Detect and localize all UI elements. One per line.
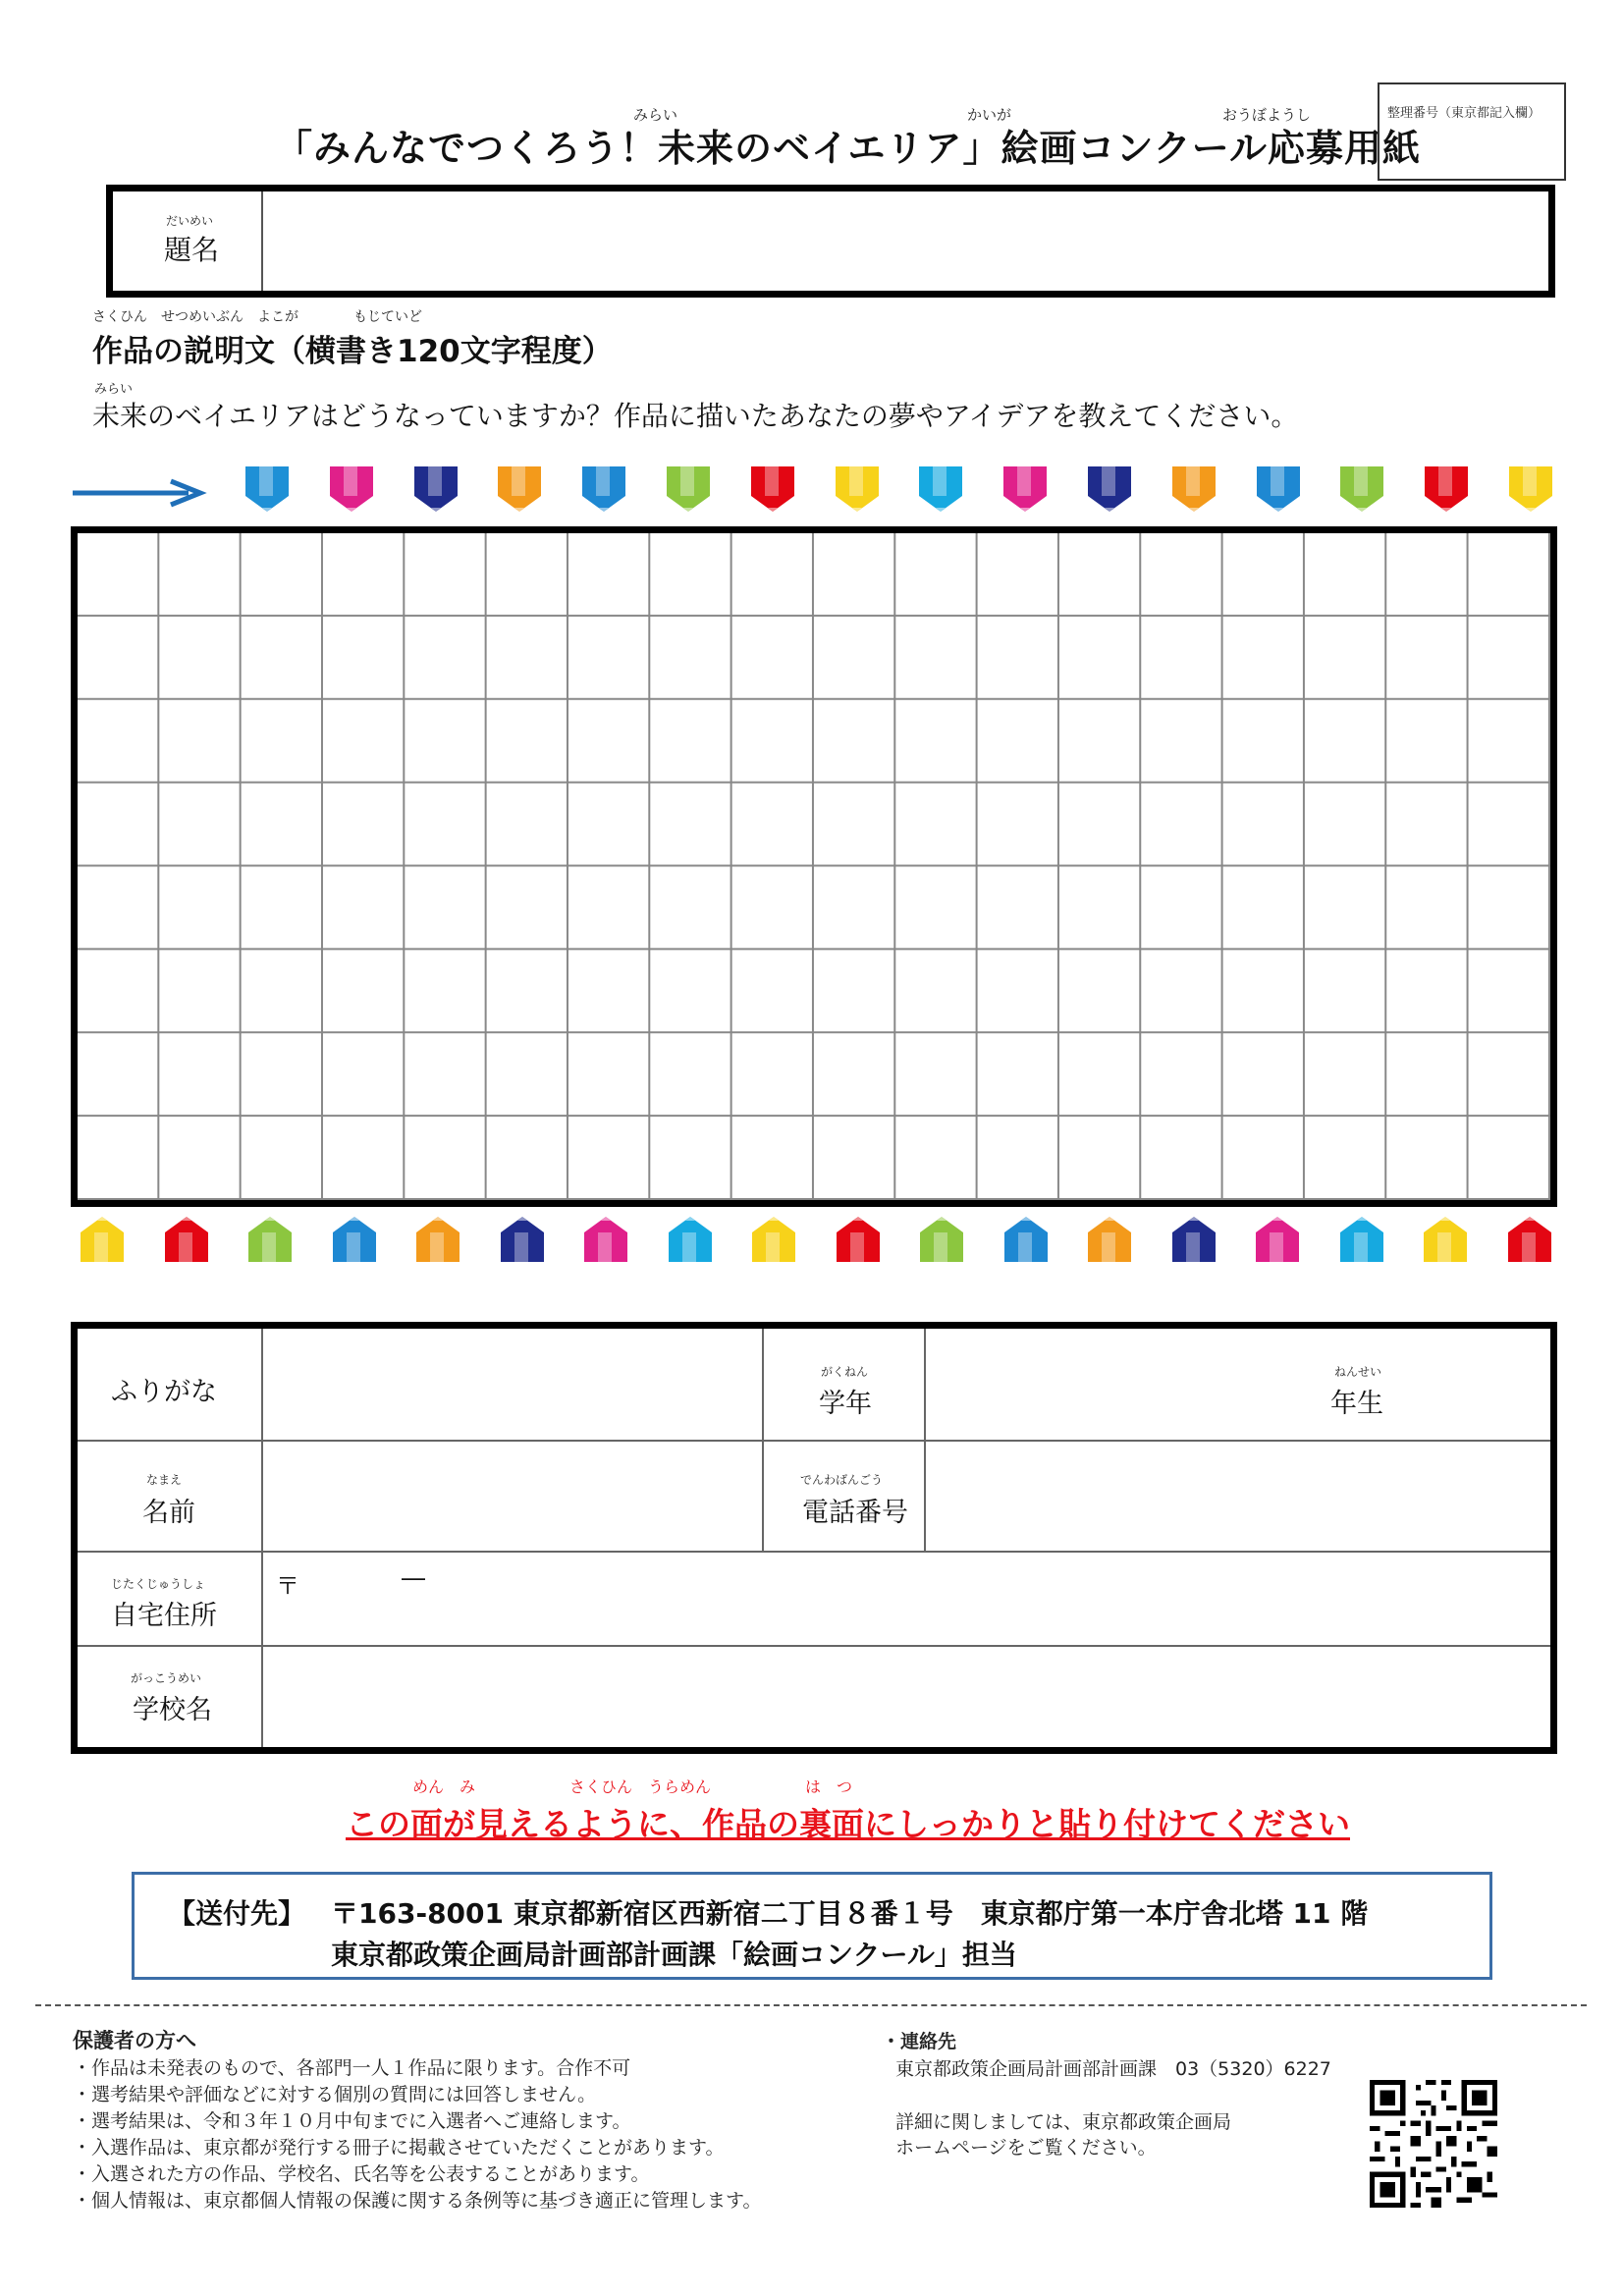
description-ruby: さくひん せつめいぶん よこが もじていど	[92, 309, 422, 325]
colored-pencil-icon	[243, 465, 291, 518]
postal-dash: ―	[402, 1564, 425, 1592]
colored-pencil-icon	[750, 1215, 797, 1268]
guardian-note: ・入選された方の作品、学校名、氏名等を公表することがあります。	[73, 2163, 650, 2185]
colored-pencil-icon	[667, 1215, 714, 1268]
guardian-note: ・選考結果や評価などに対する個別の質問には回答しません。	[73, 2084, 597, 2105]
send-to-address: 〒163-8001 東京都新宿区西新宿二丁目８番１号 東京都庁第一本庁舎北塔 11 階	[331, 1897, 1369, 1930]
address-label: 自宅住所	[111, 1601, 217, 1631]
manuscript-grid[interactable]	[71, 526, 1557, 1207]
page-title: 「みんなでつくろう！未来のベイエリア」絵画コンクール応募用紙	[275, 127, 1421, 170]
phone-label: 電話番号	[802, 1498, 908, 1528]
postal-mark: 〒	[276, 1572, 299, 1600]
grade-suffix-ruby: ねんせい	[1334, 1365, 1382, 1379]
name-ruby: なまえ	[146, 1473, 183, 1487]
colored-pencil-icon	[1422, 1215, 1469, 1268]
colored-pencil-icon	[331, 1215, 378, 1268]
colored-pencil-icon	[496, 465, 543, 518]
address-ruby: じたくじゅうしょ	[111, 1577, 206, 1591]
colored-pencil-icon	[1507, 465, 1554, 518]
table-divider	[78, 1645, 1550, 1647]
colored-pencil-icon	[1086, 1215, 1133, 1268]
description-heading: 作品の説明文（横書き120文字程度）	[92, 334, 613, 369]
colored-pencil-icon	[834, 465, 881, 518]
furigana-label: ふりがな	[111, 1377, 217, 1407]
colored-pencil-icon	[917, 465, 964, 518]
applicant-info-table	[71, 1322, 1557, 1754]
colored-pencil-icon	[580, 465, 627, 518]
ruby-oubo: おうぼようし	[1222, 106, 1312, 124]
table-divider	[78, 1551, 1550, 1553]
colored-pencil-icon	[918, 1215, 965, 1268]
name-label: 名前	[142, 1498, 195, 1528]
ruby-kaiga: かいが	[967, 106, 1012, 124]
colored-pencil-icon	[1338, 1215, 1385, 1268]
title-divider	[261, 191, 263, 291]
guardian-note: ・作品は未発表のもので、各部門一人１作品に限ります。合作不可	[73, 2057, 631, 2079]
ruby-mirai: みらい	[633, 106, 678, 124]
title-label: 題名	[164, 234, 220, 266]
contact-line: 東京都政策企画局計画部計画課 03（5320）6227	[895, 2058, 1331, 2080]
colored-pencil-icon	[1506, 1215, 1553, 1268]
table-divider	[78, 1440, 1550, 1442]
grade-label: 学年	[819, 1389, 872, 1419]
colored-pencil-icon	[1254, 1215, 1301, 1268]
colored-pencil-icon	[835, 1215, 882, 1268]
guardian-heading: 保護者の方へ	[73, 2029, 196, 2052]
colored-pencil-icon	[1423, 465, 1470, 518]
phone-ruby: でんわばんごう	[800, 1473, 884, 1487]
colored-pencil-icon	[1170, 1215, 1217, 1268]
arrow-right-icon	[71, 478, 208, 508]
colored-pencil-icon	[582, 1215, 629, 1268]
guardian-note: ・選考結果は、令和３年１０月中旬までに入選者へご連絡します。	[73, 2110, 631, 2132]
contact-heading: ・連絡先	[882, 2031, 957, 2052]
colored-pencil-icon	[246, 1215, 294, 1268]
colored-pencil-icon	[1086, 465, 1133, 518]
school-label: 学校名	[133, 1695, 212, 1725]
school-ruby: がっこうめい	[131, 1671, 202, 1685]
attach-warning: この面が見えるように、作品の裏面にしっかりと貼り付けてください	[346, 1805, 1350, 1843]
cut-line	[35, 2004, 1587, 2006]
colored-pencil-icon	[749, 465, 796, 518]
guardian-note: ・個人情報は、東京都個人情報の保護に関する条例等に基づき適正に管理します。	[73, 2190, 762, 2212]
grade-ruby: がくねん	[821, 1365, 869, 1379]
contact-line: ホームページをご覧ください。	[895, 2137, 1157, 2159]
send-to-label: 【送付先】	[168, 1897, 306, 1930]
title-ruby: だいめい	[166, 214, 214, 228]
colored-pencil-icon	[665, 465, 712, 518]
prompt-ruby: みらい	[94, 382, 134, 397]
grade-suffix: 年生	[1330, 1389, 1383, 1419]
colored-pencil-icon	[1170, 465, 1217, 518]
colored-pencil-icon	[1255, 465, 1302, 518]
colored-pencil-icon	[1002, 1215, 1050, 1268]
contact-line: 詳細に関しましては、東京都政策企画局	[895, 2111, 1232, 2133]
send-to-dept: 東京都政策企画局計画部計画課「絵画コンクール」担当	[331, 1939, 1017, 1971]
description-prompt: 未来のベイエリアはどうなっていますか？作品に描いたあなたの夢やアイデアを教えてください。	[92, 400, 1299, 432]
table-divider	[261, 1329, 263, 1747]
registration-number-label: 整理番号（東京都記入欄）	[1387, 106, 1542, 121]
send-to-box	[132, 1872, 1492, 1980]
colored-pencil-icon	[1338, 465, 1385, 518]
warning-ruby: めん み さくひん うらめん は つ	[412, 1777, 853, 1796]
colored-pencil-icon	[414, 1215, 461, 1268]
colored-pencil-icon	[1001, 465, 1049, 518]
colored-pencil-icon	[499, 1215, 546, 1268]
guardian-note: ・入選作品は、東京都が発行する冊子に掲載させていただくことがあります。	[73, 2137, 725, 2159]
title-field[interactable]	[106, 185, 1555, 298]
qr-code-icon[interactable]	[1370, 2080, 1497, 2208]
colored-pencil-icon	[328, 465, 375, 518]
colored-pencil-icon	[79, 1215, 126, 1268]
colored-pencil-icon	[412, 465, 460, 518]
colored-pencil-icon	[163, 1215, 210, 1268]
registration-number-box	[1378, 82, 1566, 181]
